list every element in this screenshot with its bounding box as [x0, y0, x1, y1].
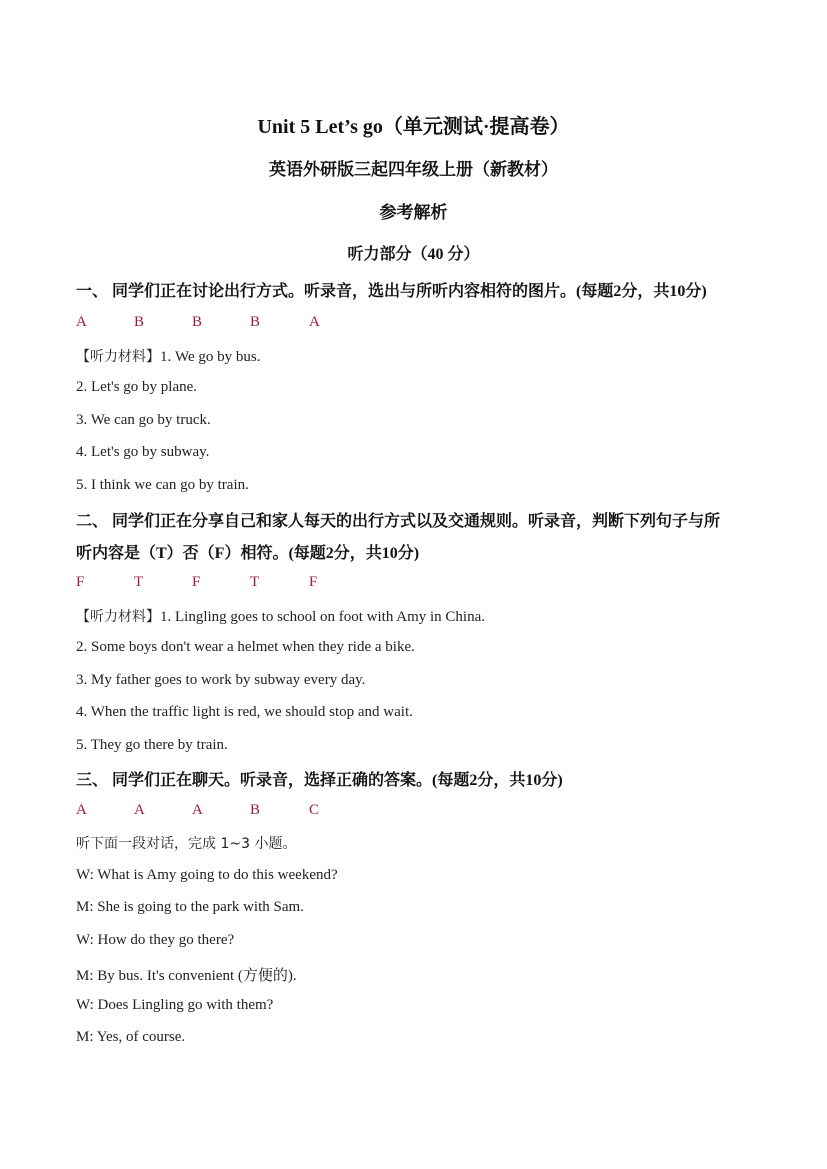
material-line: 4. When the traffic light is red, we should stop and wait.: [76, 704, 413, 720]
dialogue-line: W: Does Lingling go with them?: [76, 997, 274, 1013]
dialogue-line: M: She is going to the park with Sam.: [76, 899, 304, 915]
dialogue-line: M: By bus. It's convenient (方便的).: [76, 968, 297, 984]
answer-item: A: [134, 802, 145, 818]
part2-question-line1: 二、 同学们正在分享自己和家人每天的出行方式以及交通规则。听录音，判断下列句子与所: [76, 513, 721, 530]
material-line: 5. I think we can go by train.: [76, 477, 249, 493]
material-text: 1. We go by bus.: [160, 349, 261, 365]
material-label: 【听力材料】: [76, 349, 160, 365]
answer-item: F: [192, 574, 201, 590]
answer-item: A: [76, 802, 87, 818]
part2-question-line2: 听内容是（T）否（F）相符。(每题2分，共10分): [76, 545, 420, 562]
answer-item: T: [134, 574, 144, 590]
document-subtitle: 英语外研版三起四年级上册（新教材）: [269, 160, 558, 179]
answer-item: A: [76, 314, 87, 330]
answer-item: B: [134, 314, 145, 330]
dialogue-line: W: What is Amy going to do this weekend?: [76, 867, 338, 883]
answer-item: F: [76, 574, 85, 590]
answer-item: A: [192, 802, 203, 818]
answer-key-heading: 参考解析: [379, 203, 448, 222]
part3-question: 三、 同学们正在聊天。听录音，选择正确的答案。(每题2分，共10分): [76, 772, 563, 789]
answer-item: B: [192, 314, 203, 330]
material-text: 1. Lingling goes to school on foot with Amy in China.: [160, 609, 485, 625]
dialogue-line: M: Yes, of course.: [76, 1029, 186, 1045]
dialogue-line: W: How do they go there?: [76, 932, 235, 948]
answer-item: A: [309, 314, 320, 330]
part1-material-line: [76, 346, 260, 366]
answer-item: B: [250, 802, 261, 818]
material-label: 【听力材料】: [76, 609, 160, 625]
material-line: 2. Some boys don't wear a helmet when they ride a bike.: [76, 639, 415, 655]
material-line: 2. Let's go by plane.: [76, 379, 198, 395]
answer-item: T: [250, 574, 260, 590]
answer-item: F: [309, 574, 318, 590]
answer-item: B: [250, 314, 261, 330]
material-line: 3. My father goes to work by subway every day.: [76, 672, 366, 688]
listening-section-heading: 听力部分（40 分）: [347, 246, 480, 263]
part2-material-line: [76, 606, 485, 626]
material-line: 5. They go there by train.: [76, 737, 228, 753]
part3-intro: 听下面一段对话，完成 1~3 小题。: [76, 836, 297, 852]
material-line: 3. We can go by truck.: [76, 412, 211, 428]
material-line: 4. Let's go by subway.: [76, 444, 210, 460]
document-title: Unit 5 Let’s go（单元测试·提高卷）: [257, 116, 570, 138]
part1-question: 一、 同学们正在讨论出行方式。听录音，选出与所听内容相符的图片。(每题2分，共10分): [76, 283, 707, 300]
answer-item: C: [309, 802, 320, 818]
